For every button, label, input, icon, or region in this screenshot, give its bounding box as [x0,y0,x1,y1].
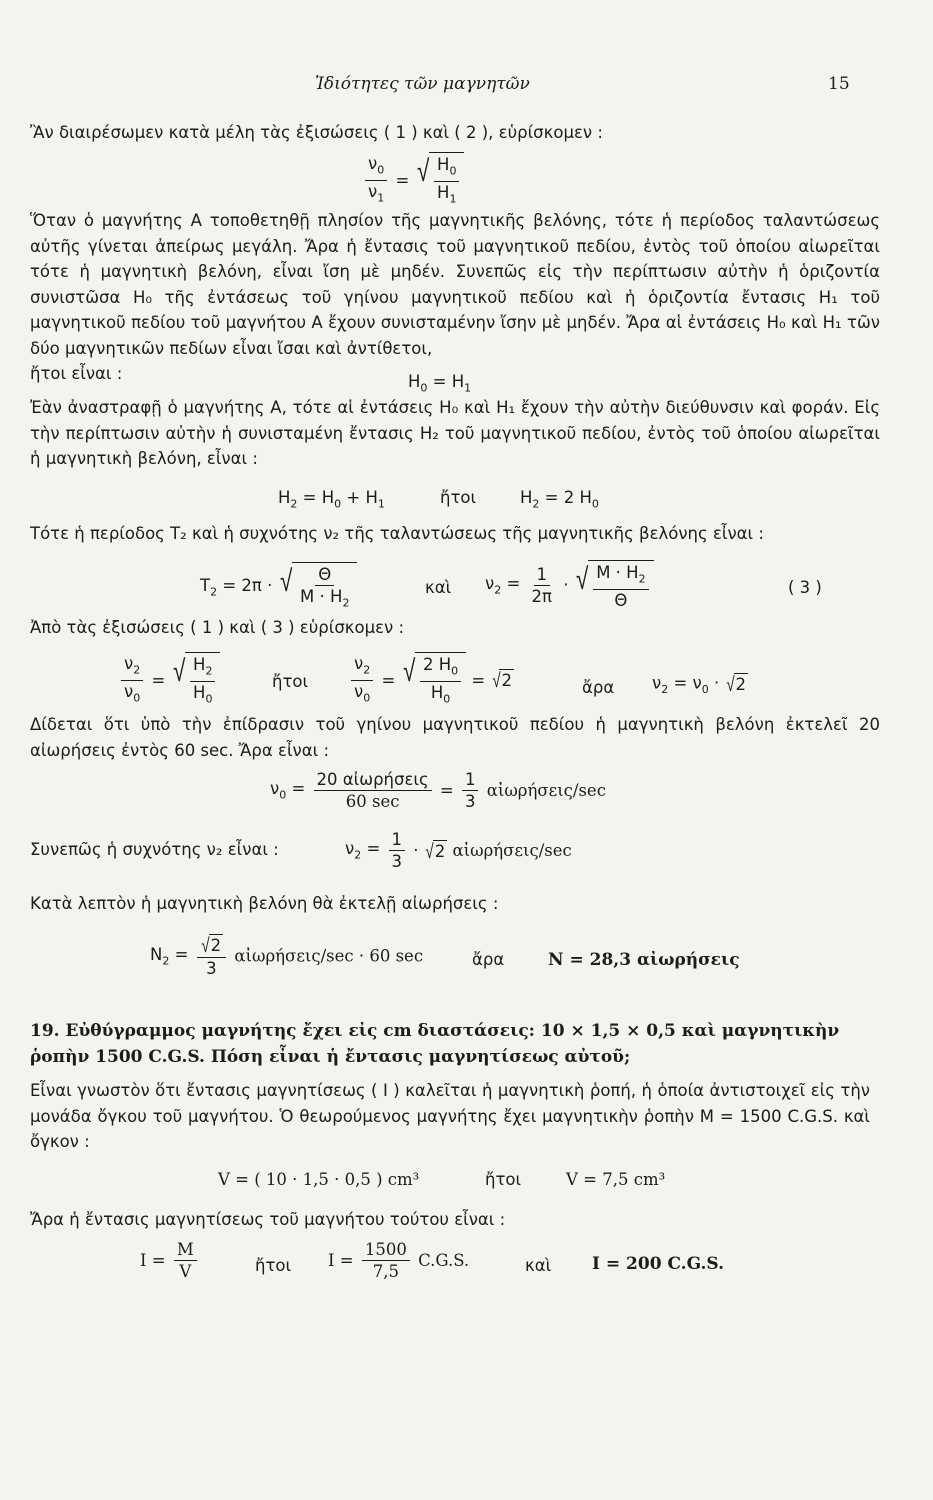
result-i: I = 200 C.G.S. [592,1254,725,1274]
sec-60: 60 sec [345,792,400,811]
result-n: N = 28,3 αἰωρήσεις [548,950,740,970]
word-aiorhseis: αἰωρήσεις [342,770,429,789]
unit-aiorhseis-sec-60: αἰωρήσεις/sec · 60 sec [234,946,424,966]
word-kai: καὶ [425,578,452,597]
intro-line: Ἂν διαιρέσωμεν κατὰ μέλη τὰς ἐξισώσεις ( 1 ) καὶ ( 2 ), εὑρίσκομεν : [30,123,603,142]
equation-frequency-nu2: $\nu_2$ = $\frac{1}{2\pi}$ · √ $\frac{M \cdot H_2}{\Theta}$ [485,560,654,610]
equation-ratio-nu2-nu0: $\frac{\nu_2}{\nu_0}$ = √ $\frac{H_2}{H_0}$ [118,652,220,709]
problem-19-ara-line: Ἄρα ἡ ἔντασις μαγνητίσεως τοῦ μαγνήτου τούτου εἶναι : [30,1210,506,1229]
equation-h2-sum: $H_2 = H_0 + H_1$ [278,488,385,511]
word-itoi-4: ἤτοι [255,1256,292,1275]
word-itoi-2: ἤτοι [272,672,309,691]
problem-19-heading: 19. Εὐθύγραμμος μαγνήτης ἔχει εἰς cm διαστάσεις: 10 × 1,5 × 0,5 καὶ μαγνητικὴν ῥοπὴν 1500 C.G.S. Πόση εἶναι ἡ ἔντασις μαγνητίσεως αὐτοῦ; [30,1021,840,1067]
unit-cgs: C.G.S. [418,1251,470,1270]
word-itoi-3: ἤτοι [485,1170,522,1189]
running-title: Ἰδιότητες τῶν μαγνητῶν [315,74,530,94]
apo-line: Ἀπὸ τὰς ἐξισώσεις ( 1 ) καὶ ( 3 ) εὑρίσκομεν : [30,618,405,637]
unit-aiorhseis-sec-2: αἰωρήσεις/sec [452,841,572,860]
paragraph-1: Ὅταν ὁ μαγνήτης Α τοποθετηθῇ πλησίον τῆς μαγνητικῆς βελόνης, τότε ἡ περίοδος ταλαντώσεως αὐτῆς γίνεται ἀπείρως μεγάλη. Ἄρα ἡ ἔντασις τοῦ μαγνητικοῦ πεδίου, ἐντὸς τοῦ ὁποίου αἰωρεῖται τότε ἡ μαγνητικὴ βελόνη, εἶναι ἴση μὲ μηδέν. Συνεπῶς εἰς τὴν περίπτωσιν αὐτὴν ἡ ὁριζοντία συνιστῶσα H₀ τῆς ἐντάσεως τοῦ γηίνου μαγνητικοῦ πεδίου καὶ ἡ ὁριζοντία ἔντασις H₁ τοῦ μαγνητικοῦ πεδίου τοῦ μαγνήτου Α ἔχουν συνισταμένην ἴσην μὲ μηδέν. Ἄρα αἱ ἐντάσεις H₀ καὶ H₁ τῶν δύο μαγνητικῶν πεδίων εἶναι ἴσαι καὶ ἀντίθετοι, [30,211,880,358]
paragraph-2: Ἐὰν ἀναστραφῇ ὁ μαγνήτης Α, τότε αἱ ἐντάσεις H₀ καὶ H₁ ἔχουν τὴν αὐτὴν διεύθυνσιν καὶ φοράν. Εἰς τὴν περίπτωσιν αὐτὴν ἡ συνισταμένη ἔντασις H₂ τοῦ μαγνητικοῦ πεδίου, ἐντὸς τοῦ ὁποίου αἰωρεῖται ἡ μαγνητικὴ βελόνη, εἶναι : [30,398,880,468]
equation-period-t2: $T_2 = 2\pi$ · √ $\frac{\Theta}{M \cdot H_2}$ [200,562,357,612]
equation-ratio-sqrt2: $\frac{\nu_2}{\nu_0}$ = √ $\frac{2 H_0}{H_0}$ = √ 2 [348,652,514,709]
equation-volume-result: V = 7,5 cm³ [566,1170,666,1189]
itoi-einai: ἤτοι εἶναι : [30,364,123,383]
unit-aiorhseis-sec: αἰωρήσεις/sec [486,781,606,800]
paragraph-3: Δίδεται ὅτι ὑπὸ τὴν ἐπίδρασιν τοῦ γηίνου μαγνητικοῦ πεδίου ἡ μαγνητικὴ βελόνη ἐκτελεῖ 20 αἰωρήσεις ἐντὸς 60 sec. Ἄρα εἶναι : [30,715,880,760]
word-itoi: ἤτοι [440,488,477,507]
word-ara-2: ἄρα [472,950,505,969]
equation-n2: $N_2$ = √ 2 3 αἰωρήσεις/sec · 60 sec [150,933,424,978]
problem-19-body: Εἶναι γνωστὸν ὅτι ἔντασις μαγνητίσεως ( Ι ) καλεῖται ἡ μαγνητικὴ ῥοπή, ἡ ὁποία ἀντιστοιχεῖ εἰς τὴν μονάδα ὄγκου τοῦ μαγνήτου. Ὁ θεωρούμενος μαγνήτης ἔχει μαγνητικὴν ῥοπὴν M = 1500 C.G.S. καὶ ὄγκον : [30,1081,870,1151]
kata-line: Κατὰ λεπτὸν ἡ μαγνητικὴ βελόνη θὰ ἐκτελῇ αἰωρήσεις : [30,894,499,913]
equation-nu2-value: $\nu_2$ = $\frac{1}{3}$ · √ 2 αἰωρήσεις/sec [345,830,572,871]
equation-nu2-nu0-sqrt2: $\nu_2 = \nu_0$ · √ 2 [652,672,746,696]
numerator-20: 20 αἰωρήσεις [314,770,432,791]
equation-i-value: I = $\frac{1500}{7,5}$ C.G.S. [328,1240,470,1281]
synepos-line: Συνεπῶς ἡ συχνότης ν₂ εἶναι : [30,840,279,859]
equation-ratio-nu: $\frac{\nu_0}{\nu_1}$ = √ $\frac{H_0}{H_1}$ [362,152,464,209]
word-ara: ἄρα [582,678,615,697]
equation-h0-h1: $H_0 = H_1$ [408,372,472,395]
word-kai-2: καὶ [525,1256,552,1275]
page-number: 15 [828,74,850,94]
tote-line: Τότε ἡ περίοδος T₂ καὶ ἡ συχνότης ν₂ τῆς ταλαντώσεως τῆς μαγνητικῆς βελόνης εἶναι : [30,524,764,543]
equation-volume: V = ( 10 · 1,5 · 0,5 ) cm³ [218,1170,420,1189]
equation-label-3: ( 3 ) [788,578,822,597]
equation-h2-double: $H_2 = 2$ $H_0$ [520,488,599,511]
equation-nu0-value: $\nu_0$ = $\frac{\text{20 αἰωρήσεις}}{60 \sec}$ = $\frac{1}{3}$ αἰωρήσεις/sec [270,770,606,811]
equation-i-def: I = $\frac{M}{V}$ [140,1240,200,1281]
